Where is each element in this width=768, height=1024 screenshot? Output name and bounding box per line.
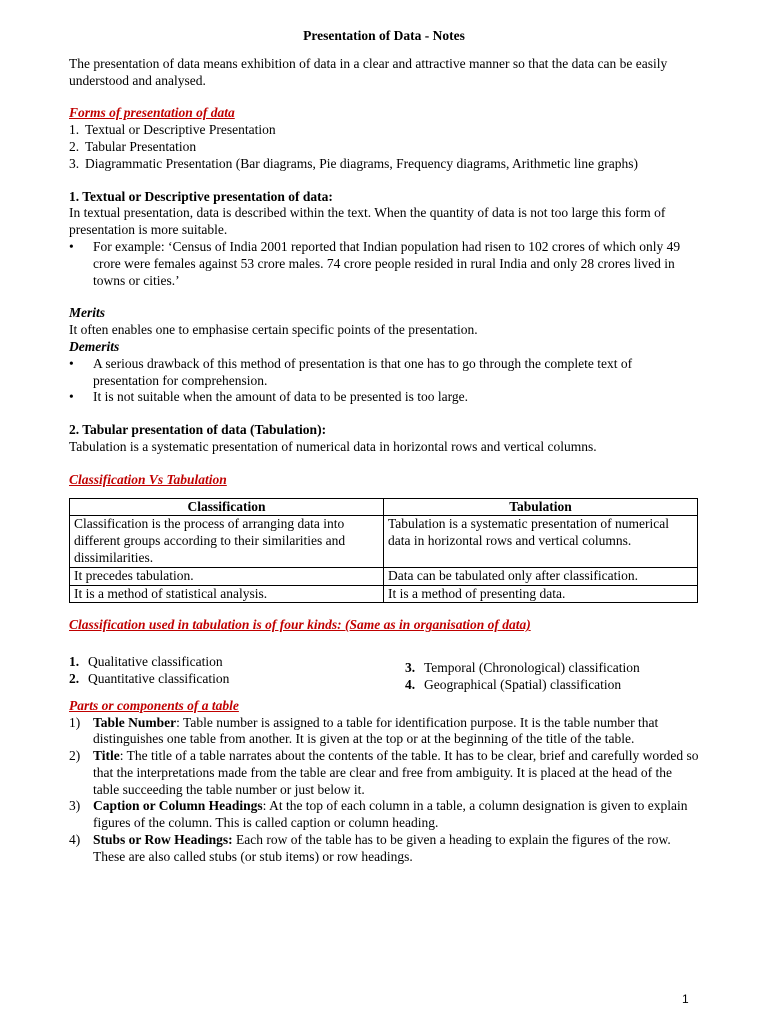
tabular-body: Tabulation is a systematic presentation of numerical data in horizontal rows and vertical columns. (69, 438, 597, 454)
table-cell: It precedes tabulation. (70, 567, 384, 585)
list-item: • For example: ‘Census of India 2001 reported that Indian population had risen to 102 crores of which only 49 crore were females against 53 crore males. 74 crore people resided in rural India and only 28 crores lived in towns or cities.’ (69, 238, 681, 288)
demerits-bullets (69, 356, 699, 406)
intro-paragraph: The presentation of data means exhibition of data in a clear and attractive manner so that the data can be easily understood and analysed. (69, 55, 668, 88)
kinds-heading: Classification used in tabulation is of four kinds: (Same as in organisation of data) (69, 617, 531, 633)
list-item: • It is not suitable when the amount of data to be presented is too large. (69, 389, 469, 405)
textual-heading: 1. Textual or Descriptive presentation of data: (69, 188, 333, 204)
list-item: 2) Title: The title of a table narrates about the contents of the table. It has to be clear, brief and carefully worded so that the interpretations made from the table are clear and free from ambiguity. It is placed at the head of the table succeeding the table number or just below it. (69, 748, 699, 797)
table-cell: It is a method of statistical analysis. (70, 585, 384, 603)
column-header: Classification (70, 498, 384, 516)
list-item: 3. Temporal (Chronological) classification (405, 660, 640, 676)
table-row (70, 516, 698, 567)
textual-body: In textual presentation, data is described within the text. When the quantity of data is not too large this form of presentation is more suitable. (69, 205, 666, 238)
list-item: 3) Caption or Column Headings: At the top of each column in a table, a column designation is given to explain figures of the column. This is called caption or column heading. (69, 798, 688, 831)
table-row (70, 567, 698, 585)
bullet-icon: • (69, 389, 74, 405)
list-item: 1. Qualitative classification (69, 654, 223, 670)
table-row (70, 585, 698, 603)
list-item: 3. Diagrammatic Presentation (Bar diagrams, Pie diagrams, Frequency diagrams, Arithmetic line graphs) (69, 155, 638, 171)
demerits-heading: Demerits (69, 338, 120, 354)
table-cell: Tabulation is a systematic presentation of numerical data in horizontal rows and vertical columns. (384, 516, 698, 567)
page-number: 1 (682, 992, 689, 1006)
list-item: 2. Tabular Presentation (69, 138, 197, 154)
list-item: 1. Textual or Descriptive Presentation (69, 122, 276, 138)
list-item: 2. Quantitative classification (69, 670, 230, 686)
kinds-list (69, 654, 699, 694)
list-item: 4) Stubs or Row Headings: Each row of the table has to be given a heading to explain the figures of the row. These are also called stubs (or stub items) or row headings. (69, 832, 671, 864)
merits-heading: Merits (69, 305, 106, 321)
table-cell: It is a method of presenting data. (384, 585, 698, 603)
forms-heading: Forms of presentation of data (69, 105, 235, 121)
parts-list (69, 715, 699, 866)
list-item: 4. Geographical (Spatial) classification (405, 676, 622, 692)
table-header-row (70, 498, 698, 516)
forms-list (69, 122, 699, 172)
bullet-icon: • (69, 238, 74, 254)
document-title: Presentation of Data - Notes (303, 28, 465, 43)
table-cell: Data can be tabulated only after classification. (384, 567, 698, 585)
merits-text: It often enables one to emphasise certain specific points of the presentation. (69, 322, 478, 338)
document-page (69, 28, 699, 866)
parts-heading: Parts or components of a table (69, 697, 239, 713)
textual-bullets (69, 239, 699, 289)
list-item: • A serious drawback of this method of presentation is that one has to go through the complete text of presentation for comprehension. (69, 355, 633, 388)
comparison-heading: Classification Vs Tabulation (69, 471, 227, 487)
list-item: 1) Table Number: Table number is assigned to a table for identification purpose. It is the table number that distinguishes one table from another. It is given at the top or at the beginning of the title of the table. (69, 714, 659, 747)
comparison-table (69, 498, 698, 604)
column-header: Tabulation (384, 498, 698, 516)
bullet-icon: • (69, 355, 74, 371)
table-cell: Classification is the process of arranging data into different groups according to their similarities and dissimilarities. (70, 516, 384, 567)
tabular-heading: 2. Tabular presentation of data (Tabulation): (69, 422, 327, 438)
